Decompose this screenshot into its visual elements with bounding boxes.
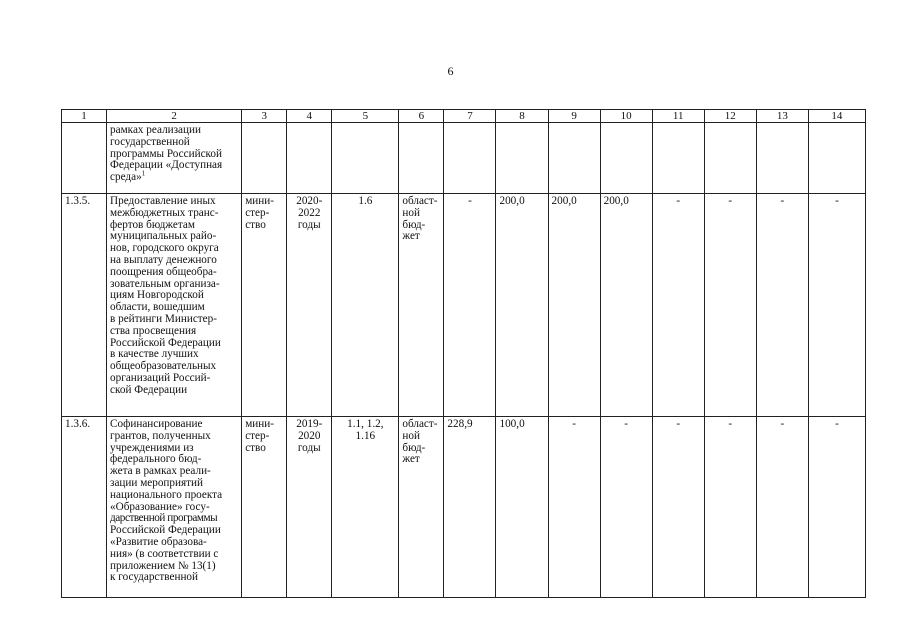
- column-header: 3: [242, 110, 287, 123]
- table-row-continuation: [62, 123, 866, 194]
- program-table: [61, 109, 866, 598]
- cell-value: -: [756, 194, 808, 417]
- column-header: 10: [600, 110, 652, 123]
- desc-line: Федерации «Доступная: [110, 159, 223, 172]
- cell-value: -: [600, 417, 652, 598]
- cell-number: [62, 123, 107, 194]
- column-header: 2: [107, 110, 242, 123]
- column-number-row: [62, 110, 866, 123]
- column-header: 1: [62, 110, 107, 123]
- cell-number: 1.3.6.: [62, 417, 107, 598]
- cell-executor: мини- стер- ство: [242, 194, 287, 417]
- column-header: 14: [808, 110, 865, 123]
- cell-description: Предоставление иных межбюджетных транс- фертов бюджетам муниципальных райо- нов, городского округа на выплату денежного поощрения общеобра- зовательным организа- циям Новгородской области, вошедшим в рейтинги Министер- ства просвещения Российской Федерации в качестве лучших общеобразовательных организаций Россий- ской Федерации: [107, 194, 242, 417]
- cell-number: 1.3.5.: [62, 194, 107, 417]
- cell-years: 2020- 2022 годы: [287, 194, 332, 417]
- cell-value: -: [808, 194, 865, 417]
- cell-target-index: 1.6: [332, 194, 399, 417]
- cell-value: -: [652, 417, 704, 598]
- cell-funding-source: област- ной бюд- жет: [399, 194, 444, 417]
- table-row-1-3-5: [62, 194, 866, 417]
- cell-description: Софинансирование грантов, полученных учреждениями из федерального бюд- жета в рамках реали- зации мероприятий национального проекта «Образование» госу- дарственной программы Российской Федерации «Развитие образова- ния» (в соответствии с приложением № 13(1) к государственной: [107, 417, 242, 598]
- cell-funding-source: област- ной бюд- жет: [399, 417, 444, 598]
- column-header: 13: [756, 110, 808, 123]
- cell-value: -: [444, 194, 496, 417]
- cell-value: -: [548, 417, 600, 598]
- desc-line: среда»$^1$: [110, 169, 146, 184]
- desc-line: рамках реализации: [110, 124, 201, 136]
- cell-target-index: 1.1, 1.2, 1.16: [332, 417, 399, 598]
- column-header: 6: [399, 110, 444, 123]
- column-header: 12: [704, 110, 756, 123]
- cell-value: -: [756, 417, 808, 598]
- footnote-mark: 1: [141, 169, 146, 178]
- column-header: 4: [287, 110, 332, 123]
- column-header: 9: [548, 110, 600, 123]
- column-header: 11: [652, 110, 704, 123]
- cell-executor: мини- стер- ство: [242, 417, 287, 598]
- page-number: 6: [447, 64, 454, 78]
- table-row-1-3-6: [62, 417, 866, 598]
- cell-value: 100,0: [496, 417, 548, 598]
- cell-value: 200,0: [600, 194, 652, 417]
- cell-value: -: [704, 194, 756, 417]
- column-header: 7: [444, 110, 496, 123]
- column-header: 5: [332, 110, 399, 123]
- column-header: 8: [496, 110, 548, 123]
- cell-value: -: [808, 417, 865, 598]
- cell-description: [107, 123, 242, 194]
- cell-value: -: [704, 417, 756, 598]
- cell-years: 2019- 2020 годы: [287, 417, 332, 598]
- cell-value: 228,9: [444, 417, 496, 598]
- cell-value: -: [652, 194, 704, 417]
- cell-value: 200,0: [496, 194, 548, 417]
- desc-line: государственной: [110, 135, 190, 148]
- cell-value: 200,0: [548, 194, 600, 417]
- desc-line: программы Российской: [110, 147, 222, 160]
